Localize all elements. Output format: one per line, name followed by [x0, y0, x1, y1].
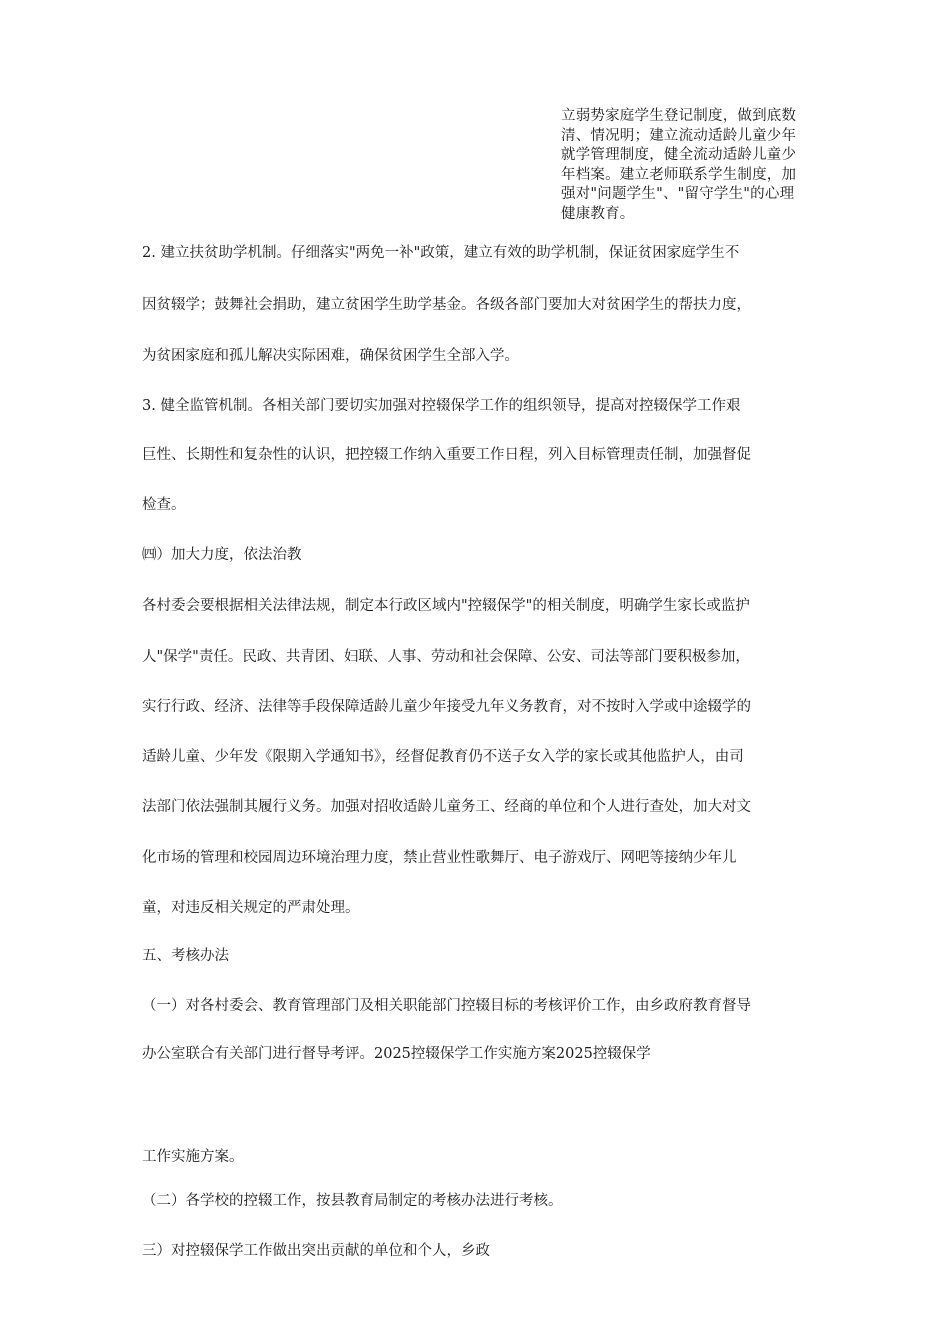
paragraph-line: 办公室联合有关部门进行督导考评。2025控辍保学工作实施方案2025控辍保学 [142, 1046, 651, 1062]
text-line: 强对"问题学生"、"留守学生"的心理 [561, 186, 795, 202]
item-2-line: 因贫辍学；鼓舞社会捐助，建立贫困学生助学基金。各级各部门要加大对贫困学生的帮扶力度， [142, 297, 751, 313]
paragraph-line: 适龄儿童、少年发《限期入学通知书》，经督促教育仍不送子女入学的家长或其他监护人，由司 [142, 749, 744, 765]
item-3-line: 3. 健全监管机制。各相关部门要切实加强对控辍保学工作的组织领导，提高对控辍保学工作艰 [142, 398, 741, 414]
paragraph-line: 实行行政、经济、法律等手段保障适龄儿童少年接受九年义务教育，对不按时入学或中途辍学的 [142, 699, 751, 715]
paragraph-line: 各村委会要根据相关法律法规，制定本行政区域内"控辍保学"的相关制度，明确学生家长或监护 [142, 598, 750, 614]
text-line: 就学管理制度，健全流动适龄儿童少 [561, 147, 797, 163]
text-line: 立弱势家庭学生登记制度，做到底数 [561, 108, 797, 124]
paragraph-line: 工作实施方案。 [142, 1149, 244, 1165]
item-3-line: 巨性、长期性和复杂性的认识，把控辍工作纳入重要工作日程，列入目标管理责任制，加强督促 [142, 447, 751, 463]
paragraph-line: 法部门依法强制其履行义务。加强对招收适龄儿童务工、经商的单位和个人进行查处，加大对文 [142, 799, 751, 815]
paragraph-line: （一）对各村委会、教育管理部门及相关职能部门控辍目标的考核评价工作，由乡政府教育督导 [142, 998, 751, 1014]
section-heading: 五、考核办法 [142, 948, 229, 964]
text-line: 健康教育。 [561, 205, 635, 222]
top-paragraph [561, 107, 823, 224]
paragraph-line: 人"保学"责任。民政、共青团、妇联、人事、劳动和社会保障、公安、司法等部门要积极参加， [142, 649, 750, 665]
paragraph-line: （二）各学校的控辍工作，按县教育局制定的考核办法进行考核。 [142, 1193, 563, 1209]
text-line: 清、情况明；建立流动适龄儿童少年 [561, 127, 797, 144]
item-3-line: 检查。 [142, 497, 186, 513]
section-heading: ㈣）加大力度，依法治教 [142, 547, 302, 563]
item-2-line: 为贫困家庭和孤儿解决实际困难，确保贫困学生全部入学。 [142, 348, 519, 364]
paragraph-line: 童，对违反相关规定的严肃处理。 [142, 900, 360, 916]
item-2-line: 2. 建立扶贫助学机制。仔细落实"两免一补"政策，建立有效的助学机制，保证贫困家庭学生不 [142, 245, 740, 261]
paragraph-line: 化市场的管理和校园周边环境治理力度，禁止营业性歌舞厅、电子游戏厅、网吧等接纳少年儿 [142, 850, 737, 866]
paragraph-line: 三）对控辍保学工作做出突出贡献的单位和个人，乡政 [142, 1243, 490, 1259]
text-line: 年档案。建立老师联系学生制度，加 [561, 166, 797, 183]
